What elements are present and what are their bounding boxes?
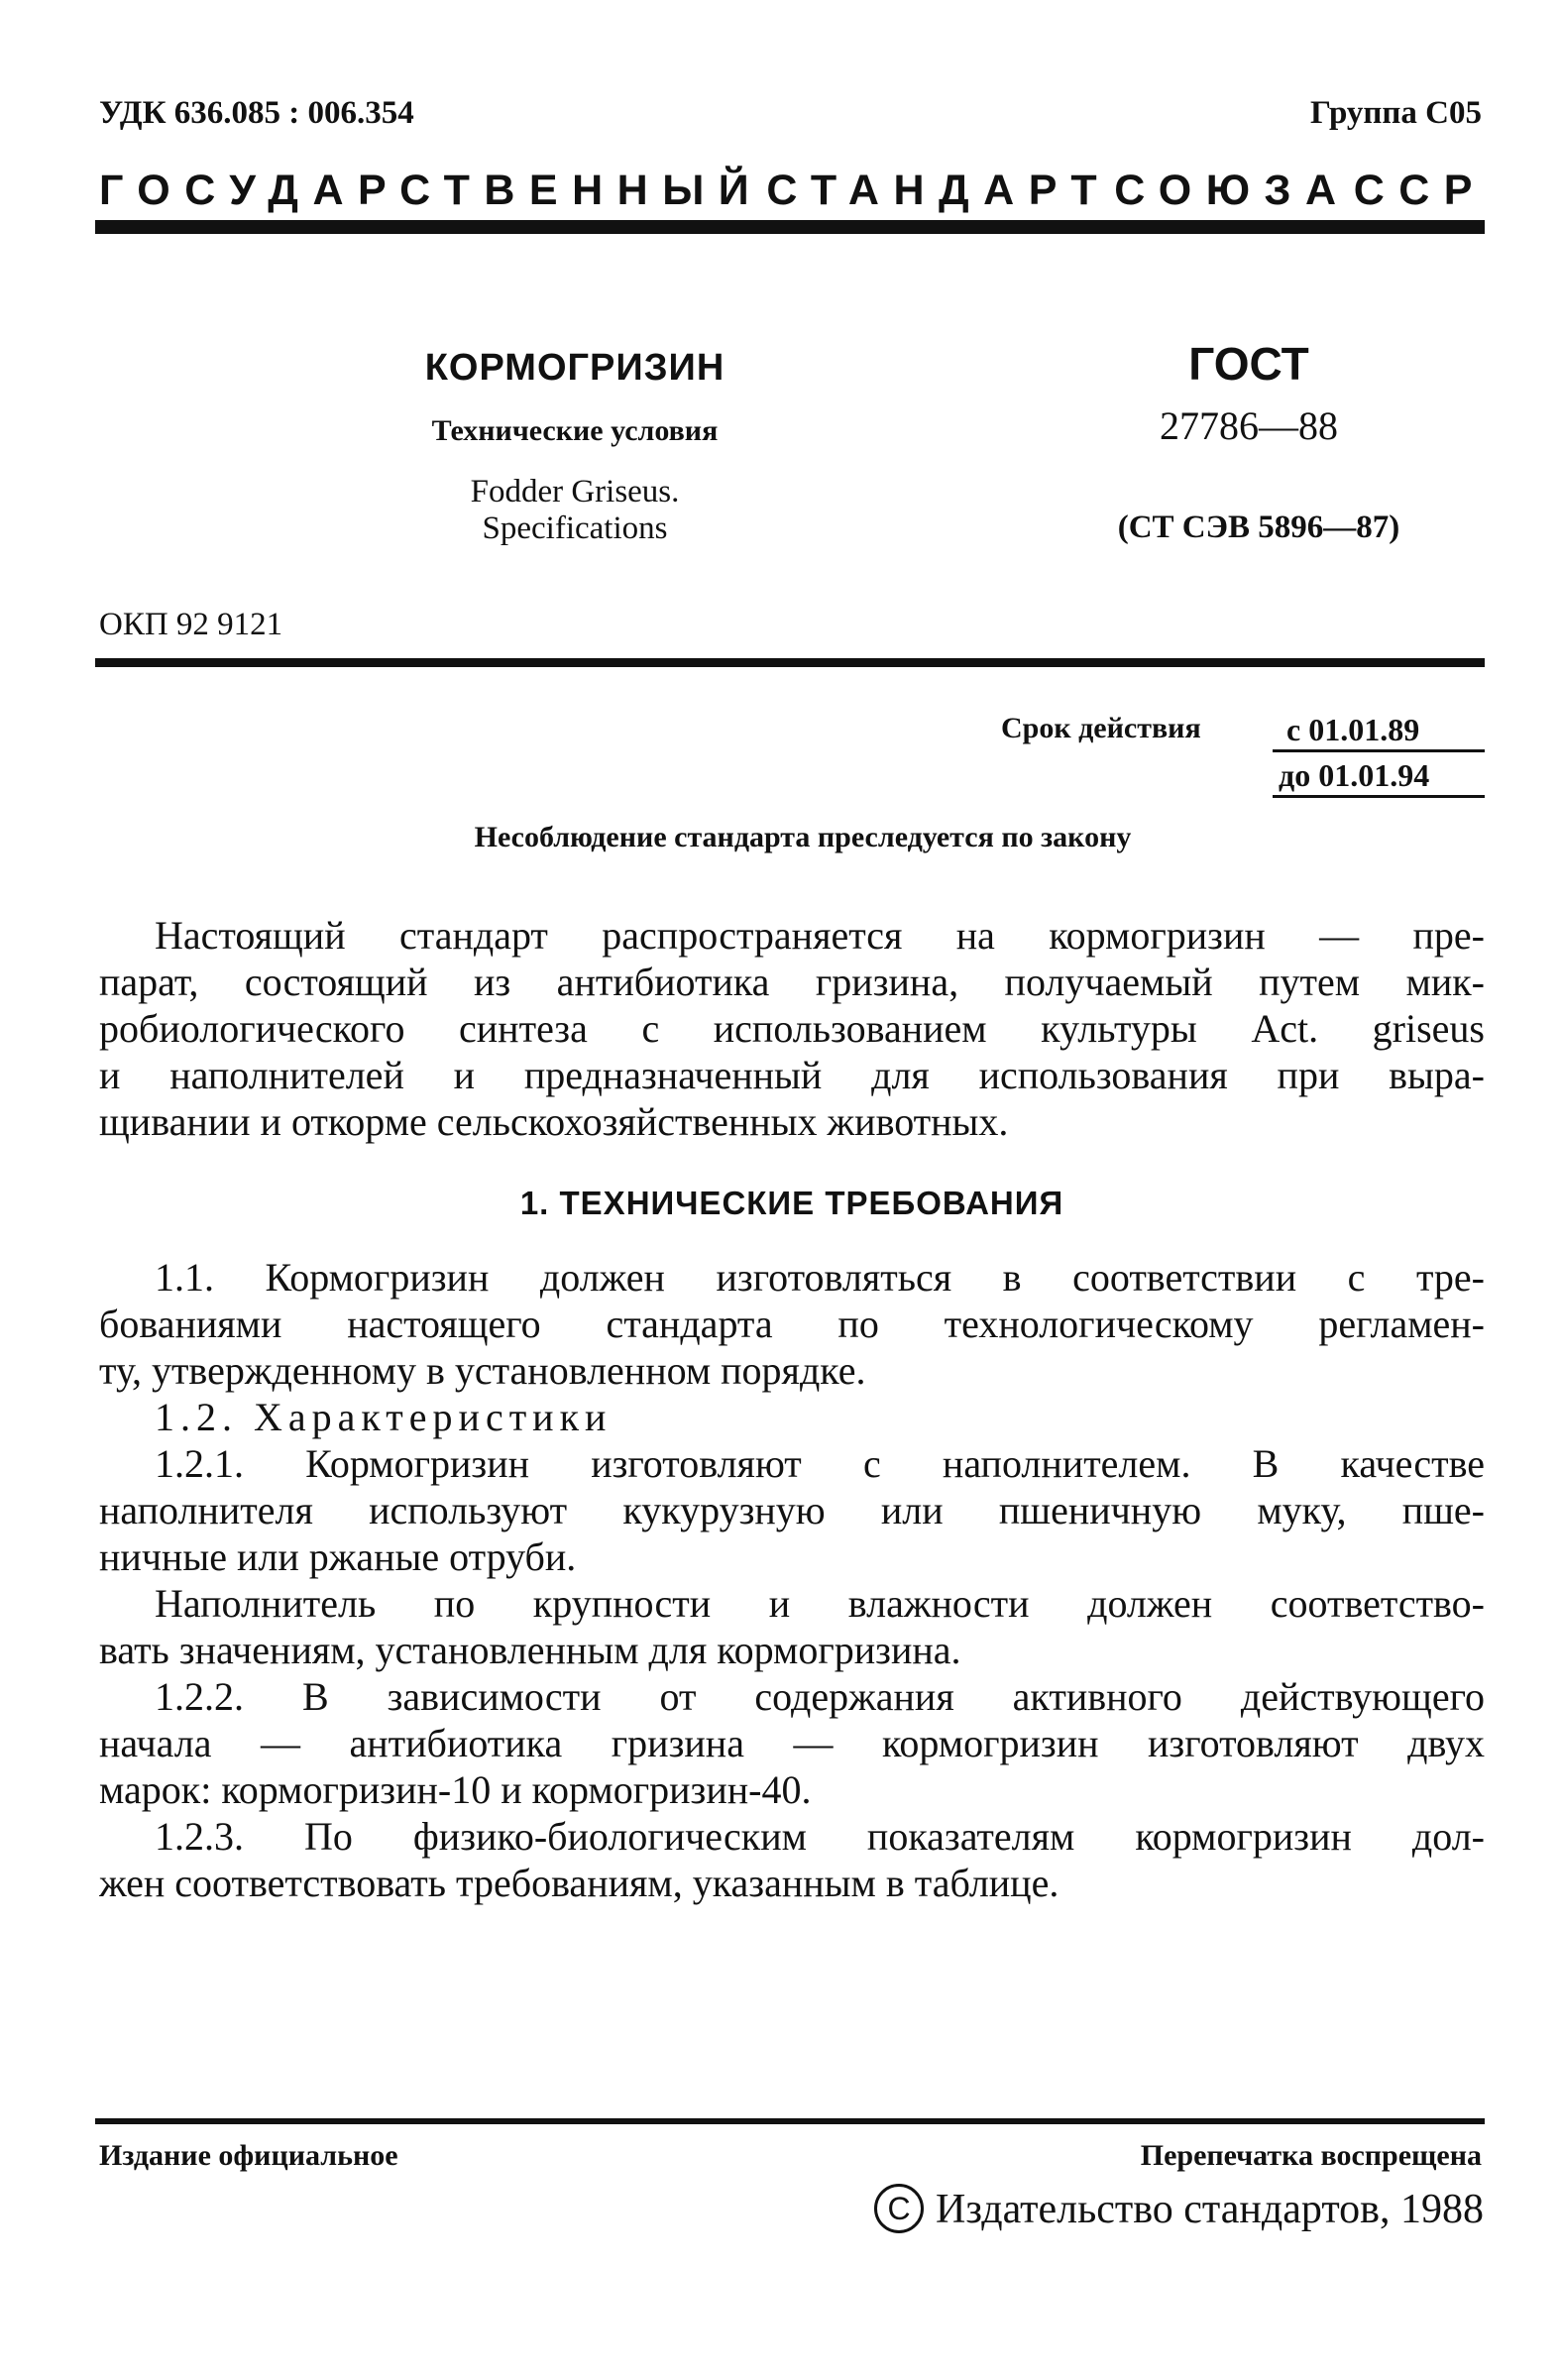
st-sev-reference: (СТ СЭВ 5896—87): [1117, 510, 1400, 545]
banner-word: ССР: [1353, 167, 1487, 214]
document-subtitle: Технические условия: [431, 414, 719, 447]
paragraph-line: 1.2.3. По физико-биологическим показателям кормогризин дол-: [155, 1814, 1485, 1859]
paragraph-line: наполнителя используют кукурузную или пшеничную муку, пше-: [99, 1488, 1485, 1532]
intro-paragraph: [99, 912, 1485, 1145]
paragraph-line: парат, состоящий из антибиотика гризина, получаемый путем мик-: [99, 960, 1485, 1004]
group-code: Группа С05: [1310, 95, 1482, 131]
banner-word: СТАНДАРТ: [766, 167, 1112, 214]
paragraph-line: Наполнитель по крупности и влажности должен соответство-: [155, 1581, 1485, 1626]
gost-number: 27786—88: [1160, 403, 1338, 448]
paragraph-line: ту, утвержденному в установленном порядке.: [99, 1348, 866, 1393]
paragraph-line: Настоящий стандарт распространяется на кормогризин — пре-: [155, 913, 1485, 958]
section-heading: 1. ТЕХНИЧЕСКИЕ ТРЕБОВАНИЯ: [519, 1185, 1064, 1221]
paragraph-line: робиологического синтеза с использованием культуры Act. griseus: [99, 1006, 1485, 1051]
title-divider: [95, 658, 1485, 667]
gost-label: ГОСТ: [1188, 338, 1309, 390]
banner-word: ГОСУДАРСТВЕННЫЙ: [99, 167, 764, 214]
paragraph-line: щивании и откорме сельскохозяйственных животных.: [99, 1099, 1009, 1144]
paragraph-line: 1.1. Кормогризин должен изготовляться в соответствии с тре-: [155, 1255, 1485, 1300]
paragraph-line: ничные или ржаные отруби.: [99, 1534, 577, 1579]
paragraph-line: 1.2.1. Кормогризин изготовляют с наполнителем. В качестве: [155, 1441, 1485, 1486]
standard-banner: [99, 167, 1487, 215]
subsection-heading: 1.2. Характеристики: [155, 1395, 613, 1439]
header-divider: [95, 220, 1485, 234]
banner-word: СОЮЗА: [1114, 167, 1351, 214]
copyright-icon: C: [874, 2184, 924, 2233]
validity-underline: [1273, 795, 1485, 798]
copyright-text: Издательство стандартов, 1988: [936, 2187, 1484, 2232]
validity-label: Срок действия: [1001, 712, 1201, 744]
validity-from: с 01.01.89: [1286, 712, 1420, 747]
reprint-prohibited-label: Перепечатка воспрещена: [1140, 2139, 1482, 2172]
paragraph-line: вать значениям, установленным для кормогризина.: [99, 1628, 961, 1672]
validity-underline: [1273, 749, 1485, 752]
footer-divider: [95, 2118, 1485, 2124]
validity-to: до 01.01.94: [1279, 757, 1430, 793]
paragraph-line: жен соответствовать требованиям, указанным в таблице.: [99, 1861, 1059, 1905]
okp-code: ОКП 92 9121: [99, 607, 283, 642]
paragraph-line: 1.2.2. В зависимости от содержания активного действующего: [155, 1674, 1485, 1719]
official-edition-label: Издание официальное: [99, 2139, 398, 2172]
requirements-text: [99, 1254, 1485, 1906]
paragraph-line: начала — антибиотика гризина — кормогризин изготовляют двух: [99, 1721, 1485, 1765]
paragraph-line: бованиями настоящего стандарта по технологическому регламен-: [99, 1302, 1485, 1346]
udk-code: УДК 636.085 : 006.354: [99, 95, 414, 131]
legal-notice: Несоблюдение стандарта преследуется по закону: [474, 821, 1132, 853]
english-title: Fodder Griseus. Specifications: [470, 474, 680, 546]
paragraph-line: и наполнителей и предназначенный для использования при выра-: [99, 1053, 1485, 1097]
document-title: КОРМОГРИЗИН: [424, 347, 725, 389]
paragraph-line: марок: кормогризин-10 и кормогризин-40.: [99, 1767, 812, 1812]
copyright-line: [874, 2186, 1484, 2237]
